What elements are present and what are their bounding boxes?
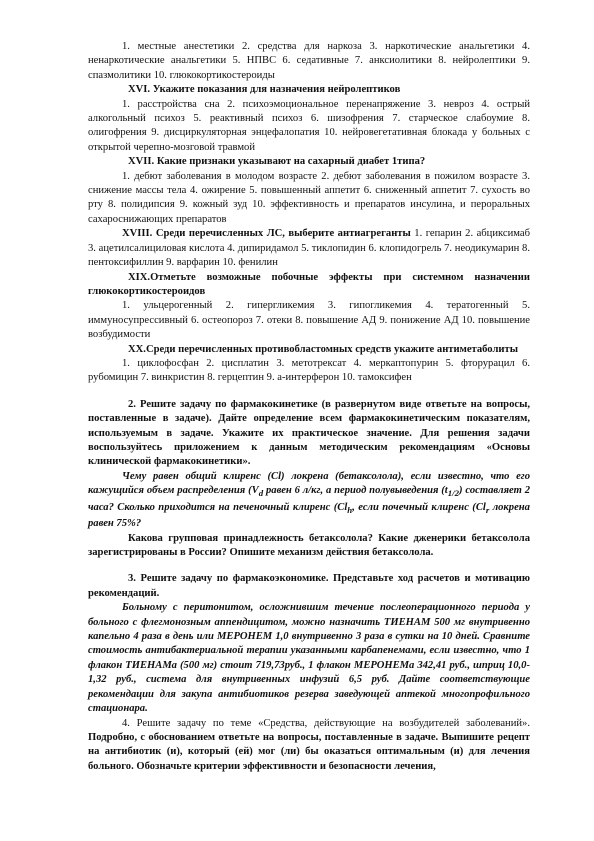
task2-text-5: локрена равен 75%? <box>88 501 530 530</box>
q20-heading: XX.Среди перечисленных противобластомных средств укажите антиметаболиты <box>128 343 518 355</box>
task3-heading: 3. Решите задачу по фармакоэкономике. Представьте ход расчетов и мотивацию рекомендаций. <box>88 573 530 599</box>
task2-sub-d: d <box>258 488 264 499</box>
q18-answers: 1. гепарин 2. абциксимаб 3. ацетилсалициловая кислота 4. дипиридамол 5. тиклопидин 6. клопидогрель 7. неодикумарин 8. пентоксифиллин 9. варфарин 10. фенилин <box>88 228 530 269</box>
task3-recommendation: Дайте соответствующие рекомендации для закупа антибиотиков резерва заведующей аптекой многопрофильного стационара. <box>88 674 530 715</box>
task4-instructions: Подробно, с обоснованием ответьте на вопросы, поставленные в задаче. Выпишите рецепт на антибиотик (и), который (ей) мог (ли) бы оказаться оптимальным (и) для лечения больного. Обозначьте критерии эффективности и безопасности лечения, <box>88 731 530 772</box>
task2-problem <box>88 470 530 532</box>
task4-paragraph <box>88 717 530 775</box>
q19-heading: XIX.Отметьте возможные побочные эффекты при системном назначении глюкокортикостероидов <box>88 271 530 297</box>
q16-heading: XVI. Укажите показания для назначения нейролептиков <box>128 84 401 96</box>
task2-sub-h: h <box>347 504 353 515</box>
task2-text-1: Чему равен общий клиренс (Cl) локрена (бетаксолола), если известно, что его кажущийся объем распределения (V <box>88 470 530 497</box>
q17-answers: 1. дебют заболевания в молодом возрасте 2. дебют заболевания в пожилом возрасте 3. снижение массы тела 4. ожирение 5. повышенный аппетит 6. сниженный аппетит 7. сухость во рту 8. полидипсия 9. кожный зуд 10. эффективность и препаратов инсулина, и пероральных сахароснижающих препаратов <box>88 170 530 225</box>
q17-heading: XVII. Какие признаки указывают на сахарный диабет 1типа? <box>128 156 426 168</box>
task2-text-2: равен 6 л/кг, а период полувыведения (t <box>263 485 448 497</box>
task2-question: Какова групповая принадлежность бетаксолола? Какие дженерики бетаксолола зарегистрированы в России? Опишите механизм действия бетаксолола. <box>88 532 530 559</box>
task2-heading: 2. Решите задачу по фармакокинетике (в развернутом виде ответьте на вопросы, поставленные в задаче). Дайте определение всем фармакокинетическим показателям, используемым в задаче. Укажите их практическое значение. Для решения задачи воспользуйтесь приложением к данным методическим рекомендациям «Основы клинической фармакокинетики». <box>88 398 530 468</box>
q19-answers: 1. ульцерогенный 2. гипергликемия 3. гипогликемия 4. тератогенный 5. иммуносупрессивный 6. остеопороз 7. отеки 8. повышение АД 9. понижение АД 10. повышение возбудимости <box>88 300 530 341</box>
task3-problem <box>88 601 530 716</box>
q18-heading: XVIII. Среди перечисленных ЛС, выберите антиагреганты <box>122 228 411 240</box>
task2-sub-half: 1/2 <box>447 488 460 499</box>
task4-intro: 4. Решите задачу по теме «Средства, действующие на возбудителей заболеваний». <box>122 717 530 729</box>
q18-paragraph <box>88 227 530 270</box>
task2-text-4: , если почечный клиренс (Cl <box>352 501 486 513</box>
q15-answers: 1. местные анестетики 2. средства для наркоза 3. наркотические анальгетики 4. ненаркотические анальгетики 5. НПВС 6. седативные 7. анксиолитики 8. нейролептики 9. спазмолитики 10. глюкокортикостероиды <box>88 41 530 81</box>
task3-text: Больному с перитонитом, осложнившим течение послеоперационного периода у больного с флегмонозным аппендицитом, можно назначить ТИЕНАМ 500 мг внутривенно капельно 4 раза в день или МЕРОНЕМ 1,0 внутривенно 3 раза в сутки на 10 дней. Сравните стоимость антибактериальной терапии указанными карбапенемами, если известно, что 1 флакон ТИЕНАМа (500 мг) стоит 719,73руб., 1 флакон МЕРОНЕМа 342,41 руб., шприц 10,0- 1,32 руб., система для внутривенных инфузий 6,5 руб. <box>88 602 530 686</box>
spacer <box>88 560 530 572</box>
task2-sub-r: r <box>485 504 490 515</box>
task2-text-3: ) составляет 2 часа? Сколько приходится на печеночный клиренс (Cl <box>88 485 530 513</box>
q20-answers: 1. циклофосфан 2. цисплатин 3. метотрексат 4. меркаптопурин 5. фторурацил 6. рубомицин 7. винкристин 8. герцептин 9. а-интерферон 10. тамоксифен <box>88 357 530 384</box>
q16-answers: 1. расстройства сна 2. психоэмоциональное перенапряжение 3. невроз 4. острый алкогольный психоз 5. реактивный психоз 6. шизофрения 7. старческое слабоумие 8. олигофрения 9. дисциркуляторная энцефалопатия 10. нейровегетативная блокада у больных с открытой черепно-мозговой травмой <box>88 98 530 153</box>
spacer <box>88 386 530 398</box>
